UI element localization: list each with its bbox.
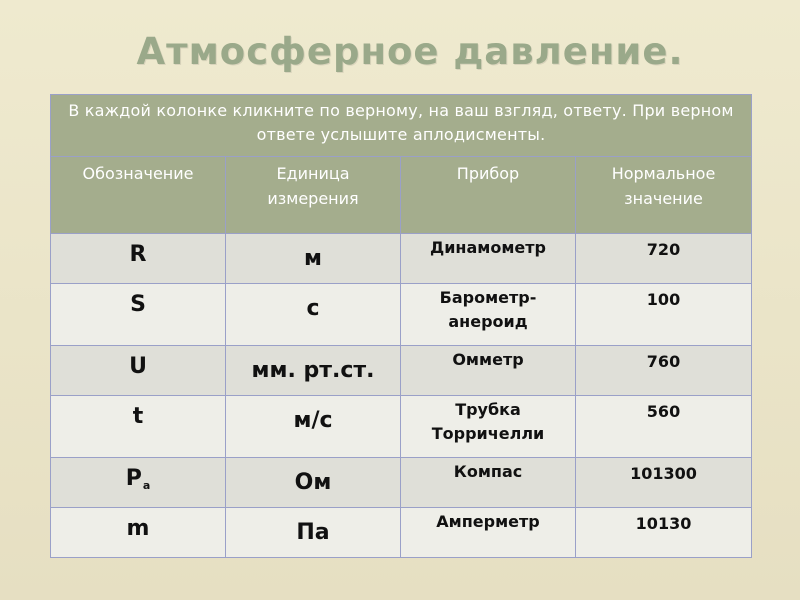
instruction-row — [51, 95, 752, 157]
unit-option[interactable]: м/с — [226, 396, 401, 458]
device-option[interactable]: Барометр-анероид — [401, 284, 576, 346]
device-option[interactable]: Амперметр — [401, 508, 576, 558]
table-row — [51, 234, 752, 284]
quiz-table — [50, 94, 752, 558]
table-row — [51, 458, 752, 508]
unit-option[interactable]: м — [226, 234, 401, 284]
header-unit: Единица измерения — [226, 157, 401, 234]
symbol-option[interactable]: $P_а$ — [51, 458, 226, 508]
device-option[interactable]: Компас — [401, 458, 576, 508]
symbol-option[interactable]: S — [51, 284, 226, 346]
table-row — [51, 346, 752, 396]
symbol-option[interactable]: U — [51, 346, 226, 396]
symbol-option[interactable]: R — [51, 234, 226, 284]
device-option[interactable]: Трубка Торричелли — [401, 396, 576, 458]
value-option[interactable]: 560 — [576, 396, 752, 458]
unit-option[interactable]: Па — [226, 508, 401, 558]
value-option[interactable]: 101300 — [576, 458, 752, 508]
device-option[interactable]: Омметр — [401, 346, 576, 396]
value-option[interactable]: 760 — [576, 346, 752, 396]
value-option[interactable]: 10130 — [576, 508, 752, 558]
header-row — [51, 157, 752, 234]
instruction-text: В каждой колонке кликните по верному, на ваш взгляд, ответу. При верном ответе услышите аплодисменты. — [51, 95, 752, 157]
unit-option[interactable]: мм. рт.ст. — [226, 346, 401, 396]
table-row — [51, 396, 752, 458]
device-option[interactable]: Динамометр — [401, 234, 576, 284]
table-row — [51, 284, 752, 346]
value-option[interactable]: 100 — [576, 284, 752, 346]
unit-option[interactable]: Ом — [226, 458, 401, 508]
table-row — [51, 508, 752, 558]
header-device: Прибор — [401, 157, 576, 234]
page-title: Атмосферное давление. — [136, 30, 684, 73]
unit-option[interactable]: с — [226, 284, 401, 346]
header-symbol: Обозначение — [51, 157, 226, 234]
header-value: Нормальное значение — [576, 157, 752, 234]
value-option[interactable]: 720 — [576, 234, 752, 284]
symbol-option[interactable]: t — [51, 396, 226, 458]
symbol-option[interactable]: m — [51, 508, 226, 558]
